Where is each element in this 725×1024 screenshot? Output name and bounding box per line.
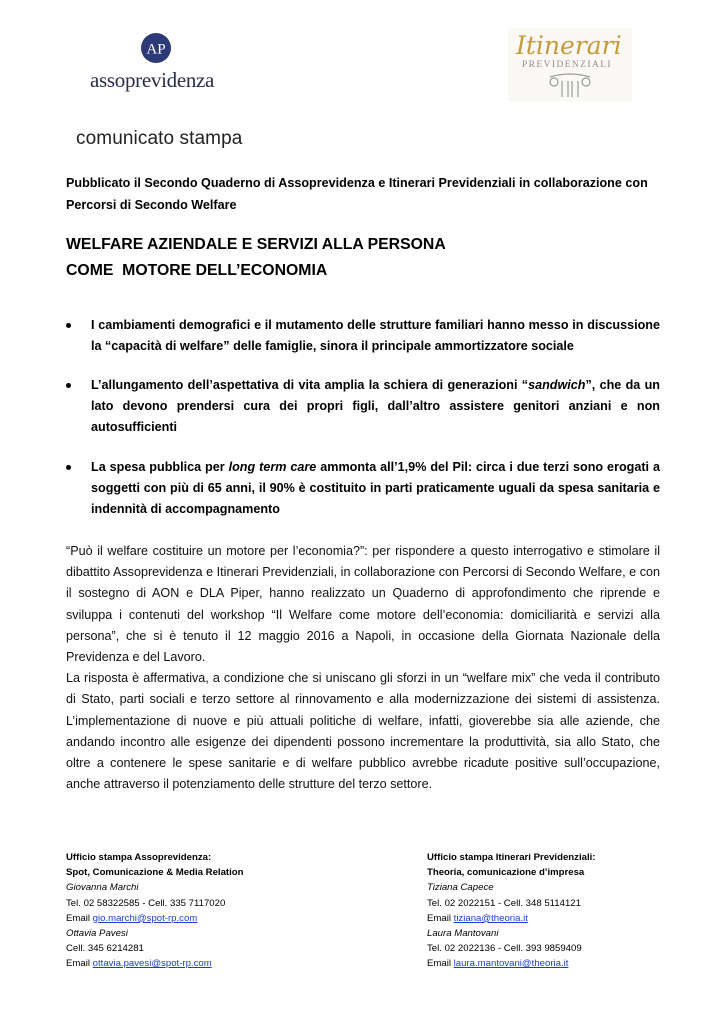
contact-title: Ufficio stampa Assoprevidenza: [66, 852, 212, 863]
contact-email-row: Email laura.mantovani@theoria.it [427, 958, 569, 970]
contact-agency: Spot, Comunicazione & Media Relation [66, 867, 244, 879]
contact-email-row: Email gio.marchi@spot-rp.com [66, 912, 198, 924]
press-office-itinerari [427, 850, 707, 972]
contact-title: Ufficio stampa Itinerari Previdenziali: [427, 852, 596, 863]
contact-person: Tiziana Capece [427, 882, 494, 894]
contact-person: Giovanna Marchi [66, 882, 139, 894]
contact-person: Ottavia Pavesi [66, 928, 128, 940]
previdenziali-label: PREVIDENZIALI [522, 60, 612, 70]
bullet-item [66, 315, 660, 357]
body-paragraph-2: La risposta è affermativa, a condizione che si uniscano gli sforzi in un “welfare mix” che veda il contributo di Stato, parti sociali e terzo settore al rinnovamento e alla modernizzazione dei sistemi di assistenza. L’implementazione di nuove e più attuali politiche di welfare, infatti, gioverebbe sia alle aziende, che andando incontro alle esigenze dei dipendenti possono incrementare la produttività, sia allo Stato, che oltre a contenere le spese sanitarie e di welfare pubblico avrebbe ricadute positive sull’occupazione, anche attraverso il potenziamento delle strutture del terzo settore. [66, 671, 660, 792]
body-paragraph-1: “Può il welfare costituire un motore per l’economia?”: per rispondere a questo interrogativo e stimolare il dibattito Assoprevidenza e Itinerari Previdenziali, in collaborazione con Percorsi di Secondo Welfare, e con il sostegno di AON e DLA Piper, hanno realizzato un Quaderno di approfondimento che riprende e sviluppa i contenuti del workshop “Il Welfare come motore dell’economia: domiciliarità e servizi alla persona”, che si è tenuto il 12 maggio 2016 a Napoli, in occasione della Giornata Nazionale della Previdenza e del Lavoro. [66, 544, 660, 665]
bullet-emphasis: sandwich [528, 378, 586, 392]
bullet-text: L’allungamento dell’aspettativa di vita amplia la schiera di generazioni “sandwich”, che da un lato devono prendersi cura dei propri figli, dall’altro assistere genitori anziani e non autosufficienti [91, 378, 660, 434]
headline-line-2: COME MOTORE DELL’ECONOMIA [66, 262, 328, 279]
email-link[interactable]: ottavia.pavesi@spot-rp.com [92, 958, 212, 970]
bullet-dot-icon [66, 383, 71, 388]
assoprevidenza-logo [90, 28, 230, 100]
contact-person: Laura Mantovani [427, 928, 499, 940]
contact-phone: Tel. 02 2022151 - Cell. 348 5114121 [427, 897, 581, 909]
assoprevidenza-wordmark: assoprevidenza [90, 68, 215, 92]
document-type-label: comunicato stampa [76, 128, 243, 149]
bullet-item [66, 375, 660, 438]
press-office-assoprevidenza [66, 850, 366, 972]
contact-phone: Tel. 02 58322585 - Cell. 335 7117020 [66, 897, 226, 909]
email-link[interactable]: gio.marchi@spot-rp.com [92, 912, 198, 924]
contact-email-row: Email tiziana@theoria.it [427, 912, 528, 924]
ap-emblem-icon [140, 32, 172, 64]
column-capital-icon [548, 73, 592, 99]
email-link[interactable]: laura.mantovani@theoria.it [453, 958, 569, 970]
headline-line-1: WELFARE AZIENDALE E SERVIZI ALLA PERSONA [66, 236, 446, 253]
contact-email-row: Email ottavia.pavesi@spot-rp.com [66, 958, 212, 970]
bullet-text: La spesa pubblica per long term care ammonta all’1,9% del Pil: circa i due terzi sono erogati a soggetti con più di 65 anni, il 90% è costituito in parti praticamente uguali da spesa sanitaria e indennità di accompagnamento [91, 460, 661, 516]
itinerari-script: Itinerari [516, 31, 622, 60]
headline [66, 232, 446, 284]
bullet-dot-icon [66, 465, 71, 470]
press-release-subtitle: Pubblicato il Secondo Quaderno di Assoprevidenza e Itinerari Previdenziali in collaborazione con Percorsi di Secondo Welfare [66, 176, 648, 212]
contact-agency: Theoria, comunicazione d’impresa [427, 867, 585, 879]
contact-phone: Cell. 345 6214281 [66, 943, 144, 955]
email-link[interactable]: tiziana@theoria.it [453, 912, 528, 924]
itinerari-previdenziali-logo [508, 28, 632, 102]
bullet-emphasis: long term care [228, 460, 317, 474]
svg-text:AP: AP [146, 41, 166, 58]
bullet-item [66, 457, 660, 520]
body-text [66, 541, 660, 795]
bullet-dot-icon [66, 323, 71, 328]
bullet-text: I cambiamenti demografici e il mutamento delle strutture familiari hanno messo in discussione la “capacità di welfare” delle famiglie, sinora il principale ammortizzatore sociale [91, 318, 660, 353]
contact-phone: Tel. 02 2022136 - Cell. 393 9859409 [427, 943, 582, 955]
